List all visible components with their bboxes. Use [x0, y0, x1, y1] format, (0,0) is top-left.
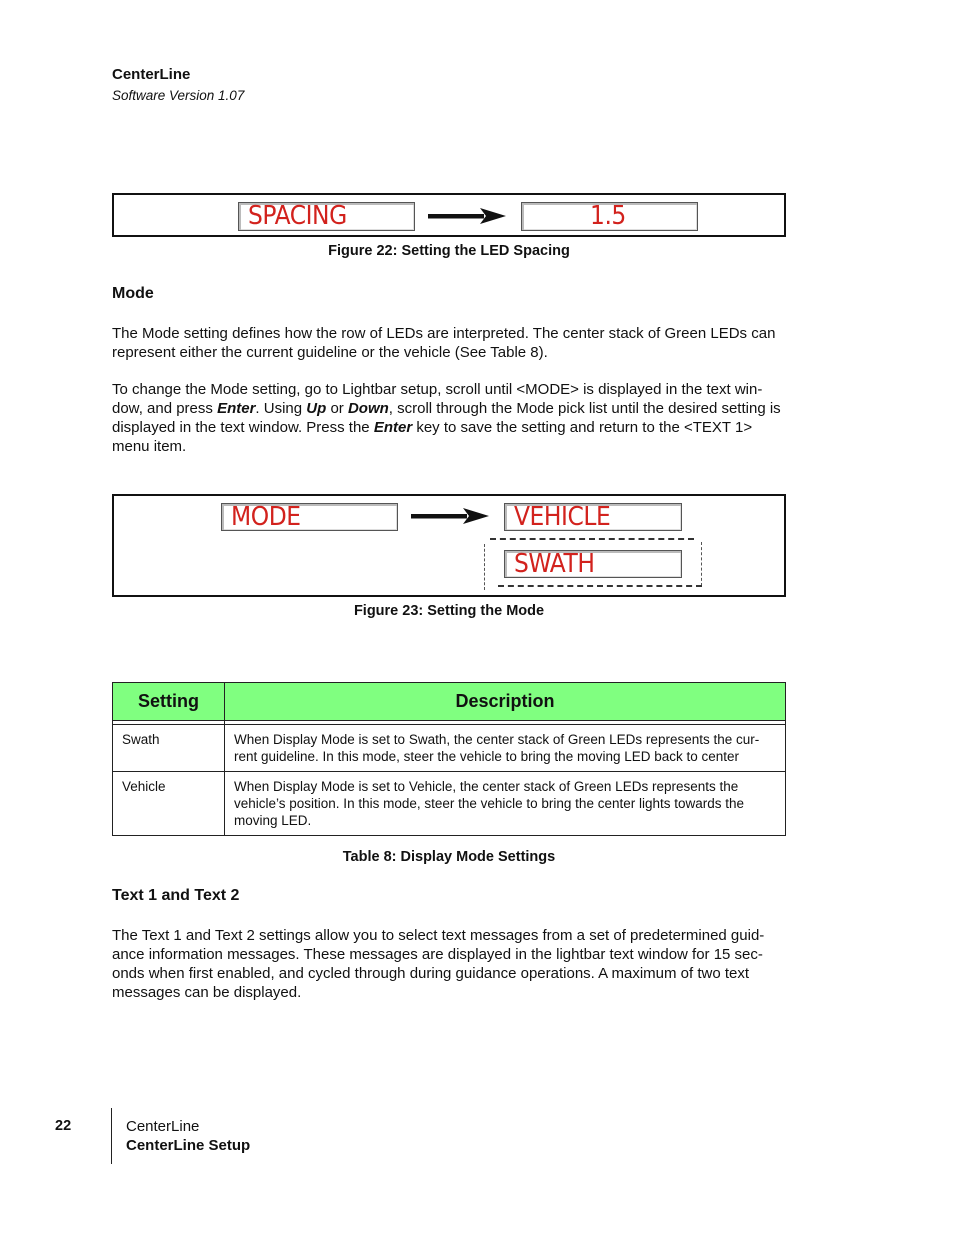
table-header-row: [113, 683, 786, 721]
right-arrow-icon: [428, 207, 506, 225]
column-header-description: Description: [225, 683, 786, 721]
lcd-display-mode: MODE: [221, 503, 398, 531]
footer-divider: [111, 1108, 112, 1164]
right-arrow-icon: [411, 507, 489, 525]
description-cell: When Display Mode is set to Vehicle, the center stack of Green LEDs represents the vehicle’s position. In this mode, steer the vehicle to bring the center lights towards the moving LED.: [225, 772, 786, 836]
figure-22-caption: Figure 22: Setting the LED Spacing: [328, 243, 570, 259]
footer-chapter-name: CenterLine Setup: [126, 1137, 251, 1154]
down-key-label: Down: [347, 400, 389, 417]
lcd-display-value: 1.5: [521, 202, 698, 231]
mode-paragraph-1: The Mode setting defines how the row of LEDs are interpreted. The center stack of Green LEDs can represent either the current guideline or the vehicle (See Table 8).: [112, 325, 776, 361]
enter-key-label: Enter: [217, 400, 256, 417]
pick-list-bottom-border: [498, 585, 702, 587]
mode-heading: Mode: [112, 285, 154, 302]
table-row: [113, 725, 786, 772]
lcd-option-swath: SWATH: [504, 550, 682, 578]
column-header-setting: Setting: [113, 683, 225, 721]
setting-cell: Vehicle: [113, 772, 225, 836]
mode-paragraph-2: To change the Mode setting, go to Lightbar setup, scroll until <MODE> is displayed in the text win-dow, and press Enter. Using Up or Down, scroll through the Mode pick list until the desired setting is displayed in the text window. Press the Enter key to save the setting and return to the <TEXT 1> menu item.: [112, 381, 781, 455]
display-mode-table: [112, 682, 786, 836]
lcd-option-vehicle: VEHICLE: [504, 503, 682, 531]
figure-22-box: [112, 193, 786, 237]
table-8-caption: Table 8: Display Mode Settings: [342, 849, 556, 865]
pick-list-top-border: [490, 538, 694, 540]
figure-23-caption: Figure 23: Setting the Mode: [353, 603, 545, 619]
figure-23-box: [112, 494, 786, 597]
footer-product-name: CenterLine: [126, 1118, 200, 1135]
text-settings-paragraph: The Text 1 and Text 2 settings allow you to select text messages from a set of predetermined guid-ance information messages. These messages are displayed in the lightbar text window for 15 sec-onds when first enabled, and cycled through during guidance operations. A maximum of two text messages can be displayed.: [112, 927, 765, 1001]
setting-cell: Swath: [113, 725, 225, 772]
description-cell: When Display Mode is set to Swath, the center stack of Green LEDs represents the cur-rent guideline. In this mode, steer the vehicle to bring the moving LED back to center: [225, 725, 786, 772]
enter-key-label: Enter: [373, 419, 413, 436]
pick-list-right-border: [701, 542, 702, 586]
lcd-display-spacing: SPACING: [238, 202, 415, 231]
software-version: Software Version 1.07: [112, 88, 245, 103]
pick-list-left-border: [484, 544, 485, 590]
page-number: 22: [55, 1118, 72, 1134]
up-key-label: Up: [306, 400, 327, 417]
document-title: CenterLine: [112, 66, 191, 83]
table-row: [113, 772, 786, 836]
text-settings-heading: Text 1 and Text 2: [112, 887, 240, 904]
